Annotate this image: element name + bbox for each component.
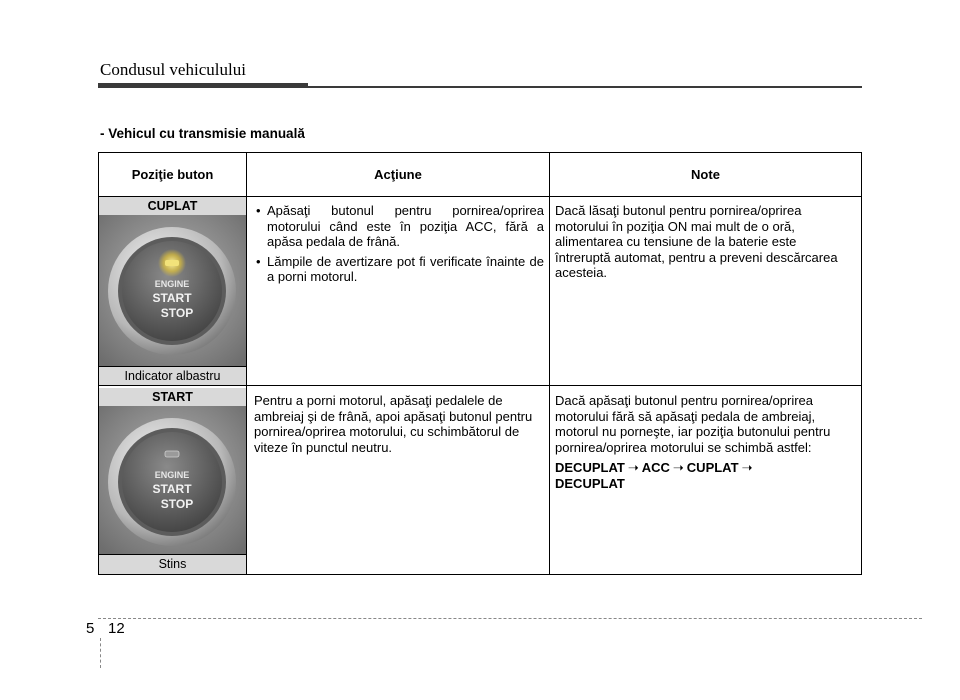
position-sequence xyxy=(555,460,855,491)
engine-start-button-photo xyxy=(99,406,246,554)
position-label: START xyxy=(99,388,246,406)
column-header-note: Note xyxy=(691,167,720,182)
section-heading: - Vehicul cu transmisie manuală xyxy=(100,126,305,141)
action-cell: Pentru a porni motorul, apăsaţi pedalele de ambreiaj şi de frână, apoi apăsaţi butonul pentru pornirea/oprirea motorului, cu schimbătorul de viteze în punctul neutru. xyxy=(254,393,533,455)
button-text-start: START xyxy=(152,482,192,496)
button-text-engine: ENGINE xyxy=(154,279,190,289)
button-text-engine: ENGINE xyxy=(154,470,190,480)
action-bullet-list xyxy=(253,203,544,285)
engine-start-button-photo xyxy=(99,215,246,366)
position-caption: Indicator albastru xyxy=(99,366,246,385)
position-caption: Stins xyxy=(99,554,246,574)
button-text-stop: STOP xyxy=(160,497,194,511)
arrow-right-icon: ➝ xyxy=(741,460,753,475)
spec-table xyxy=(98,152,862,575)
column-divider xyxy=(549,153,550,574)
sequence-step: DECUPLAT xyxy=(555,475,625,491)
action-cell xyxy=(253,203,544,289)
sequence-step: ACC xyxy=(641,460,670,475)
footer-vertical-dash xyxy=(100,638,101,668)
footer-section-number: 5 xyxy=(86,620,95,637)
column-divider xyxy=(246,153,247,574)
button-text-start: START xyxy=(152,291,192,305)
action-bullet: • Lămpile de avertizare pot fi verificate înainte de a porni motorul. xyxy=(253,254,544,285)
button-text-stop: STOP xyxy=(160,306,194,320)
engine-start-stop-button-icon xyxy=(99,215,246,366)
arrow-right-icon: ➝ xyxy=(672,460,684,475)
column-header-action: Acţiune xyxy=(374,167,422,182)
row-divider xyxy=(99,385,861,386)
header-title: Condusul vehiculului xyxy=(100,60,246,79)
note-cell xyxy=(555,393,855,491)
sequence-step: DECUPLAT xyxy=(555,460,625,475)
engine-start-stop-button-icon xyxy=(99,406,246,554)
note-text: Dacă apăsaţi butonul pentru pornirea/oprirea motorului fără să apăsaţi pedala de ambreiaj, motorul nu porneşte, iar poziţia butonului pentru pornirea/oprirea motorului se schimbă astfel: xyxy=(555,393,831,455)
footer-dashed-rule xyxy=(98,618,922,619)
footer-page-number: 12 xyxy=(108,620,125,637)
header-rule-thin xyxy=(98,86,862,88)
note-cell: Dacă lăsaţi butonul pentru pornirea/oprirea motorului în poziţia ON mai mult de o oră, alimentarea cu tensiune de la baterie este întreruptă automat, pentru a preveni descărcarea acesteia. xyxy=(555,203,838,280)
sequence-step: CUPLAT xyxy=(686,460,739,475)
column-header-position: Poziţie buton xyxy=(131,167,214,182)
table-header-row xyxy=(99,153,861,197)
position-label: CUPLAT xyxy=(99,197,246,215)
action-bullet: • Apăsaţi butonul pentru pornirea/oprirea motorului când este în poziţia ACC, fără a apăsa pedala de frână. xyxy=(253,203,544,250)
arrow-right-icon: ➝ xyxy=(627,460,639,475)
